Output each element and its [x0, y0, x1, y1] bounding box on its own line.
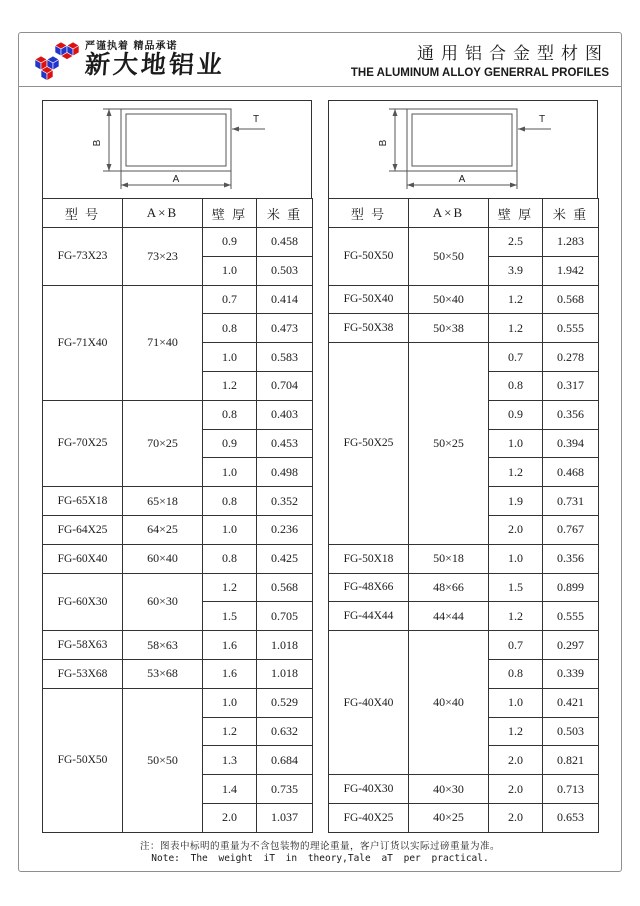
table-row — [329, 285, 599, 314]
footer-note — [19, 838, 621, 864]
thickness-cell: 0.8 — [203, 544, 257, 573]
header-row — [43, 199, 313, 228]
thickness-cell: 2.0 — [489, 515, 543, 544]
model-cell: FG-50X25 — [329, 343, 409, 545]
thickness-cell: 2.0 — [203, 803, 257, 832]
dim-b-label: B — [378, 139, 389, 147]
model-cell: FG-48X66 — [329, 573, 409, 602]
table-row — [43, 228, 313, 257]
thickness-cell: 0.7 — [489, 343, 543, 372]
weight-cell: 1.283 — [543, 228, 599, 257]
dim-b-label: B — [92, 139, 103, 147]
thickness-cell: 0.9 — [203, 228, 257, 257]
thickness-cell: 1.5 — [203, 602, 257, 631]
model-cell: FG-50X38 — [329, 314, 409, 343]
weight-cell: 0.352 — [257, 487, 313, 516]
thickness-cell: 1.0 — [489, 688, 543, 717]
table-row — [329, 573, 599, 602]
weight-cell: 0.425 — [257, 544, 313, 573]
size-cell: 60×30 — [123, 573, 203, 631]
thickness-cell: 0.9 — [489, 400, 543, 429]
column-header: 壁 厚 — [489, 199, 543, 228]
table-row — [43, 659, 313, 688]
weight-cell: 0.503 — [543, 717, 599, 746]
masthead — [19, 33, 621, 87]
table-row — [43, 573, 313, 602]
weight-cell: 0.473 — [257, 314, 313, 343]
model-cell: FG-40X40 — [329, 631, 409, 775]
thickness-cell: 0.7 — [489, 631, 543, 660]
table-row — [329, 228, 599, 257]
table-row — [43, 400, 313, 429]
thickness-cell: 0.7 — [203, 285, 257, 314]
table-row — [329, 343, 599, 372]
model-cell: FG-40X30 — [329, 775, 409, 804]
thickness-cell: 1.2 — [203, 371, 257, 400]
table-row — [329, 631, 599, 660]
thickness-cell: 1.4 — [203, 775, 257, 804]
size-cell: 71×40 — [123, 285, 203, 400]
size-cell: 50×25 — [409, 343, 489, 545]
column-header: 壁 厚 — [203, 199, 257, 228]
size-cell: 50×50 — [123, 688, 203, 832]
thickness-cell: 1.5 — [489, 573, 543, 602]
model-cell: FG-50X50 — [43, 688, 123, 832]
thickness-cell: 1.0 — [203, 343, 257, 372]
column-header: 米 重 — [543, 199, 599, 228]
footer-note-cn: 注：图表中标明的重量为不含包装物的理论重量，客户订货以实际过磅重量为准。 — [139, 841, 500, 852]
table-row — [43, 631, 313, 660]
table-row — [329, 314, 599, 343]
size-cell: 65×18 — [123, 487, 203, 516]
weight-cell: 0.421 — [543, 688, 599, 717]
weight-cell: 0.468 — [543, 458, 599, 487]
thickness-cell: 1.2 — [489, 602, 543, 631]
table-row — [329, 775, 599, 804]
table-row — [43, 688, 313, 717]
thickness-cell: 2.0 — [489, 775, 543, 804]
column-header: 型 号 — [329, 199, 409, 228]
size-cell: 50×40 — [409, 285, 489, 314]
weight-cell: 0.339 — [543, 659, 599, 688]
model-cell: FG-73X23 — [43, 228, 123, 286]
weight-cell: 0.236 — [257, 515, 313, 544]
size-cell: 44×44 — [409, 602, 489, 631]
model-cell: FG-50X18 — [329, 544, 409, 573]
weight-cell: 0.821 — [543, 746, 599, 775]
thickness-cell: 1.3 — [203, 746, 257, 775]
model-cell: FG-44X44 — [329, 602, 409, 631]
thickness-cell: 0.8 — [489, 371, 543, 400]
column-header: A×B — [123, 199, 203, 228]
thickness-cell: 1.0 — [203, 458, 257, 487]
profile-panel-right — [328, 100, 598, 833]
weight-cell: 0.568 — [257, 573, 313, 602]
weight-cell: 1.018 — [257, 659, 313, 688]
weight-cell: 0.458 — [257, 228, 313, 257]
weight-cell: 0.653 — [543, 803, 599, 832]
column-header: 型 号 — [43, 199, 123, 228]
table-row — [329, 803, 599, 832]
brand-slogan: 严谨执着 精品承诺 — [85, 41, 178, 52]
weight-cell: 0.767 — [543, 515, 599, 544]
size-cell: 40×40 — [409, 631, 489, 775]
size-cell: 58×63 — [123, 631, 203, 660]
model-cell: FG-71X40 — [43, 285, 123, 400]
weight-cell: 0.899 — [543, 573, 599, 602]
size-cell: 64×25 — [123, 515, 203, 544]
size-cell: 50×38 — [409, 314, 489, 343]
weight-cell: 1.037 — [257, 803, 313, 832]
page-title-cn: 通用铝合金型材图 — [417, 44, 609, 64]
spec-table-left — [42, 198, 313, 833]
thickness-cell: 1.0 — [489, 544, 543, 573]
dim-a-label: A — [458, 174, 466, 185]
size-cell: 50×18 — [409, 544, 489, 573]
company-name: 新大地铝业 — [83, 50, 227, 79]
weight-cell: 0.503 — [257, 256, 313, 285]
column-header: 米 重 — [257, 199, 313, 228]
thickness-cell: 0.8 — [203, 314, 257, 343]
profile-diagram — [328, 100, 598, 199]
size-cell: 70×25 — [123, 400, 203, 486]
model-cell: FG-50X50 — [329, 228, 409, 286]
profile-panel-left — [42, 100, 312, 833]
tables-row — [19, 100, 621, 833]
table-row — [43, 544, 313, 573]
thickness-cell: 1.2 — [203, 717, 257, 746]
thickness-cell: 1.2 — [489, 717, 543, 746]
table-row — [43, 487, 313, 516]
spec-table-right — [328, 198, 599, 833]
weight-cell: 0.394 — [543, 429, 599, 458]
model-cell: FG-50X40 — [329, 285, 409, 314]
thickness-cell: 1.0 — [203, 688, 257, 717]
weight-cell: 0.555 — [543, 314, 599, 343]
thickness-cell: 1.2 — [489, 458, 543, 487]
weight-cell: 0.731 — [543, 487, 599, 516]
size-cell: 73×23 — [123, 228, 203, 286]
dim-t-label: T — [252, 114, 260, 125]
table-row — [43, 515, 313, 544]
model-cell: FG-70X25 — [43, 400, 123, 486]
size-cell: 40×30 — [409, 775, 489, 804]
weight-cell: 0.498 — [257, 458, 313, 487]
weight-cell: 1.942 — [543, 256, 599, 285]
thickness-cell: 1.2 — [203, 573, 257, 602]
thickness-cell: 1.6 — [203, 631, 257, 660]
model-cell: FG-65X18 — [43, 487, 123, 516]
weight-cell: 0.632 — [257, 717, 313, 746]
dim-t-label: T — [538, 114, 546, 125]
weight-cell: 0.704 — [257, 371, 313, 400]
page-title-en: THE ALUMINUM ALLOY GENERRAL PROFILES — [350, 67, 609, 79]
size-cell: 60×40 — [123, 544, 203, 573]
thickness-cell: 1.2 — [489, 285, 543, 314]
weight-cell: 0.583 — [257, 343, 313, 372]
weight-cell: 0.453 — [257, 429, 313, 458]
thickness-cell: 0.8 — [203, 487, 257, 516]
model-cell: FG-60X40 — [43, 544, 123, 573]
model-cell: FG-40X25 — [329, 803, 409, 832]
column-header: A×B — [409, 199, 489, 228]
thickness-cell: 1.0 — [203, 515, 257, 544]
thickness-cell: 3.9 — [489, 256, 543, 285]
dim-a-label: A — [172, 174, 180, 185]
catalog-sheet — [18, 32, 622, 872]
weight-cell: 0.713 — [543, 775, 599, 804]
weight-cell: 0.735 — [257, 775, 313, 804]
thickness-cell: 1.2 — [489, 314, 543, 343]
thickness-cell: 2.0 — [489, 803, 543, 832]
weight-cell: 0.403 — [257, 400, 313, 429]
weight-cell: 0.278 — [543, 343, 599, 372]
weight-cell: 0.529 — [257, 688, 313, 717]
footer-note-en: Note: The weight iT in theory,Tale aT per practical. — [151, 853, 489, 864]
thickness-cell: 2.0 — [489, 746, 543, 775]
weight-cell: 0.555 — [543, 602, 599, 631]
thickness-cell: 0.8 — [203, 400, 257, 429]
weight-cell: 0.568 — [543, 285, 599, 314]
thickness-cell: 1.6 — [203, 659, 257, 688]
model-cell: FG-58X63 — [43, 631, 123, 660]
weight-cell: 1.018 — [257, 631, 313, 660]
thickness-cell: 0.8 — [489, 659, 543, 688]
model-cell: FG-60X30 — [43, 573, 123, 631]
size-cell: 40×25 — [409, 803, 489, 832]
weight-cell: 0.705 — [257, 602, 313, 631]
thickness-cell: 2.5 — [489, 228, 543, 257]
weight-cell: 0.297 — [543, 631, 599, 660]
weight-cell: 0.317 — [543, 371, 599, 400]
profile-diagram — [42, 100, 312, 199]
header-row — [329, 199, 599, 228]
table-row — [329, 544, 599, 573]
size-cell: 48×66 — [409, 573, 489, 602]
company-logo-icon — [31, 40, 81, 82]
size-cell: 50×50 — [409, 228, 489, 286]
thickness-cell: 1.0 — [203, 256, 257, 285]
size-cell: 53×68 — [123, 659, 203, 688]
thickness-cell: 1.9 — [489, 487, 543, 516]
weight-cell: 0.356 — [543, 544, 599, 573]
weight-cell: 0.356 — [543, 400, 599, 429]
weight-cell: 0.414 — [257, 285, 313, 314]
model-cell: FG-53X68 — [43, 659, 123, 688]
weight-cell: 0.684 — [257, 746, 313, 775]
thickness-cell: 0.9 — [203, 429, 257, 458]
table-row — [43, 285, 313, 314]
thickness-cell: 1.0 — [489, 429, 543, 458]
model-cell: FG-64X25 — [43, 515, 123, 544]
table-row — [329, 602, 599, 631]
